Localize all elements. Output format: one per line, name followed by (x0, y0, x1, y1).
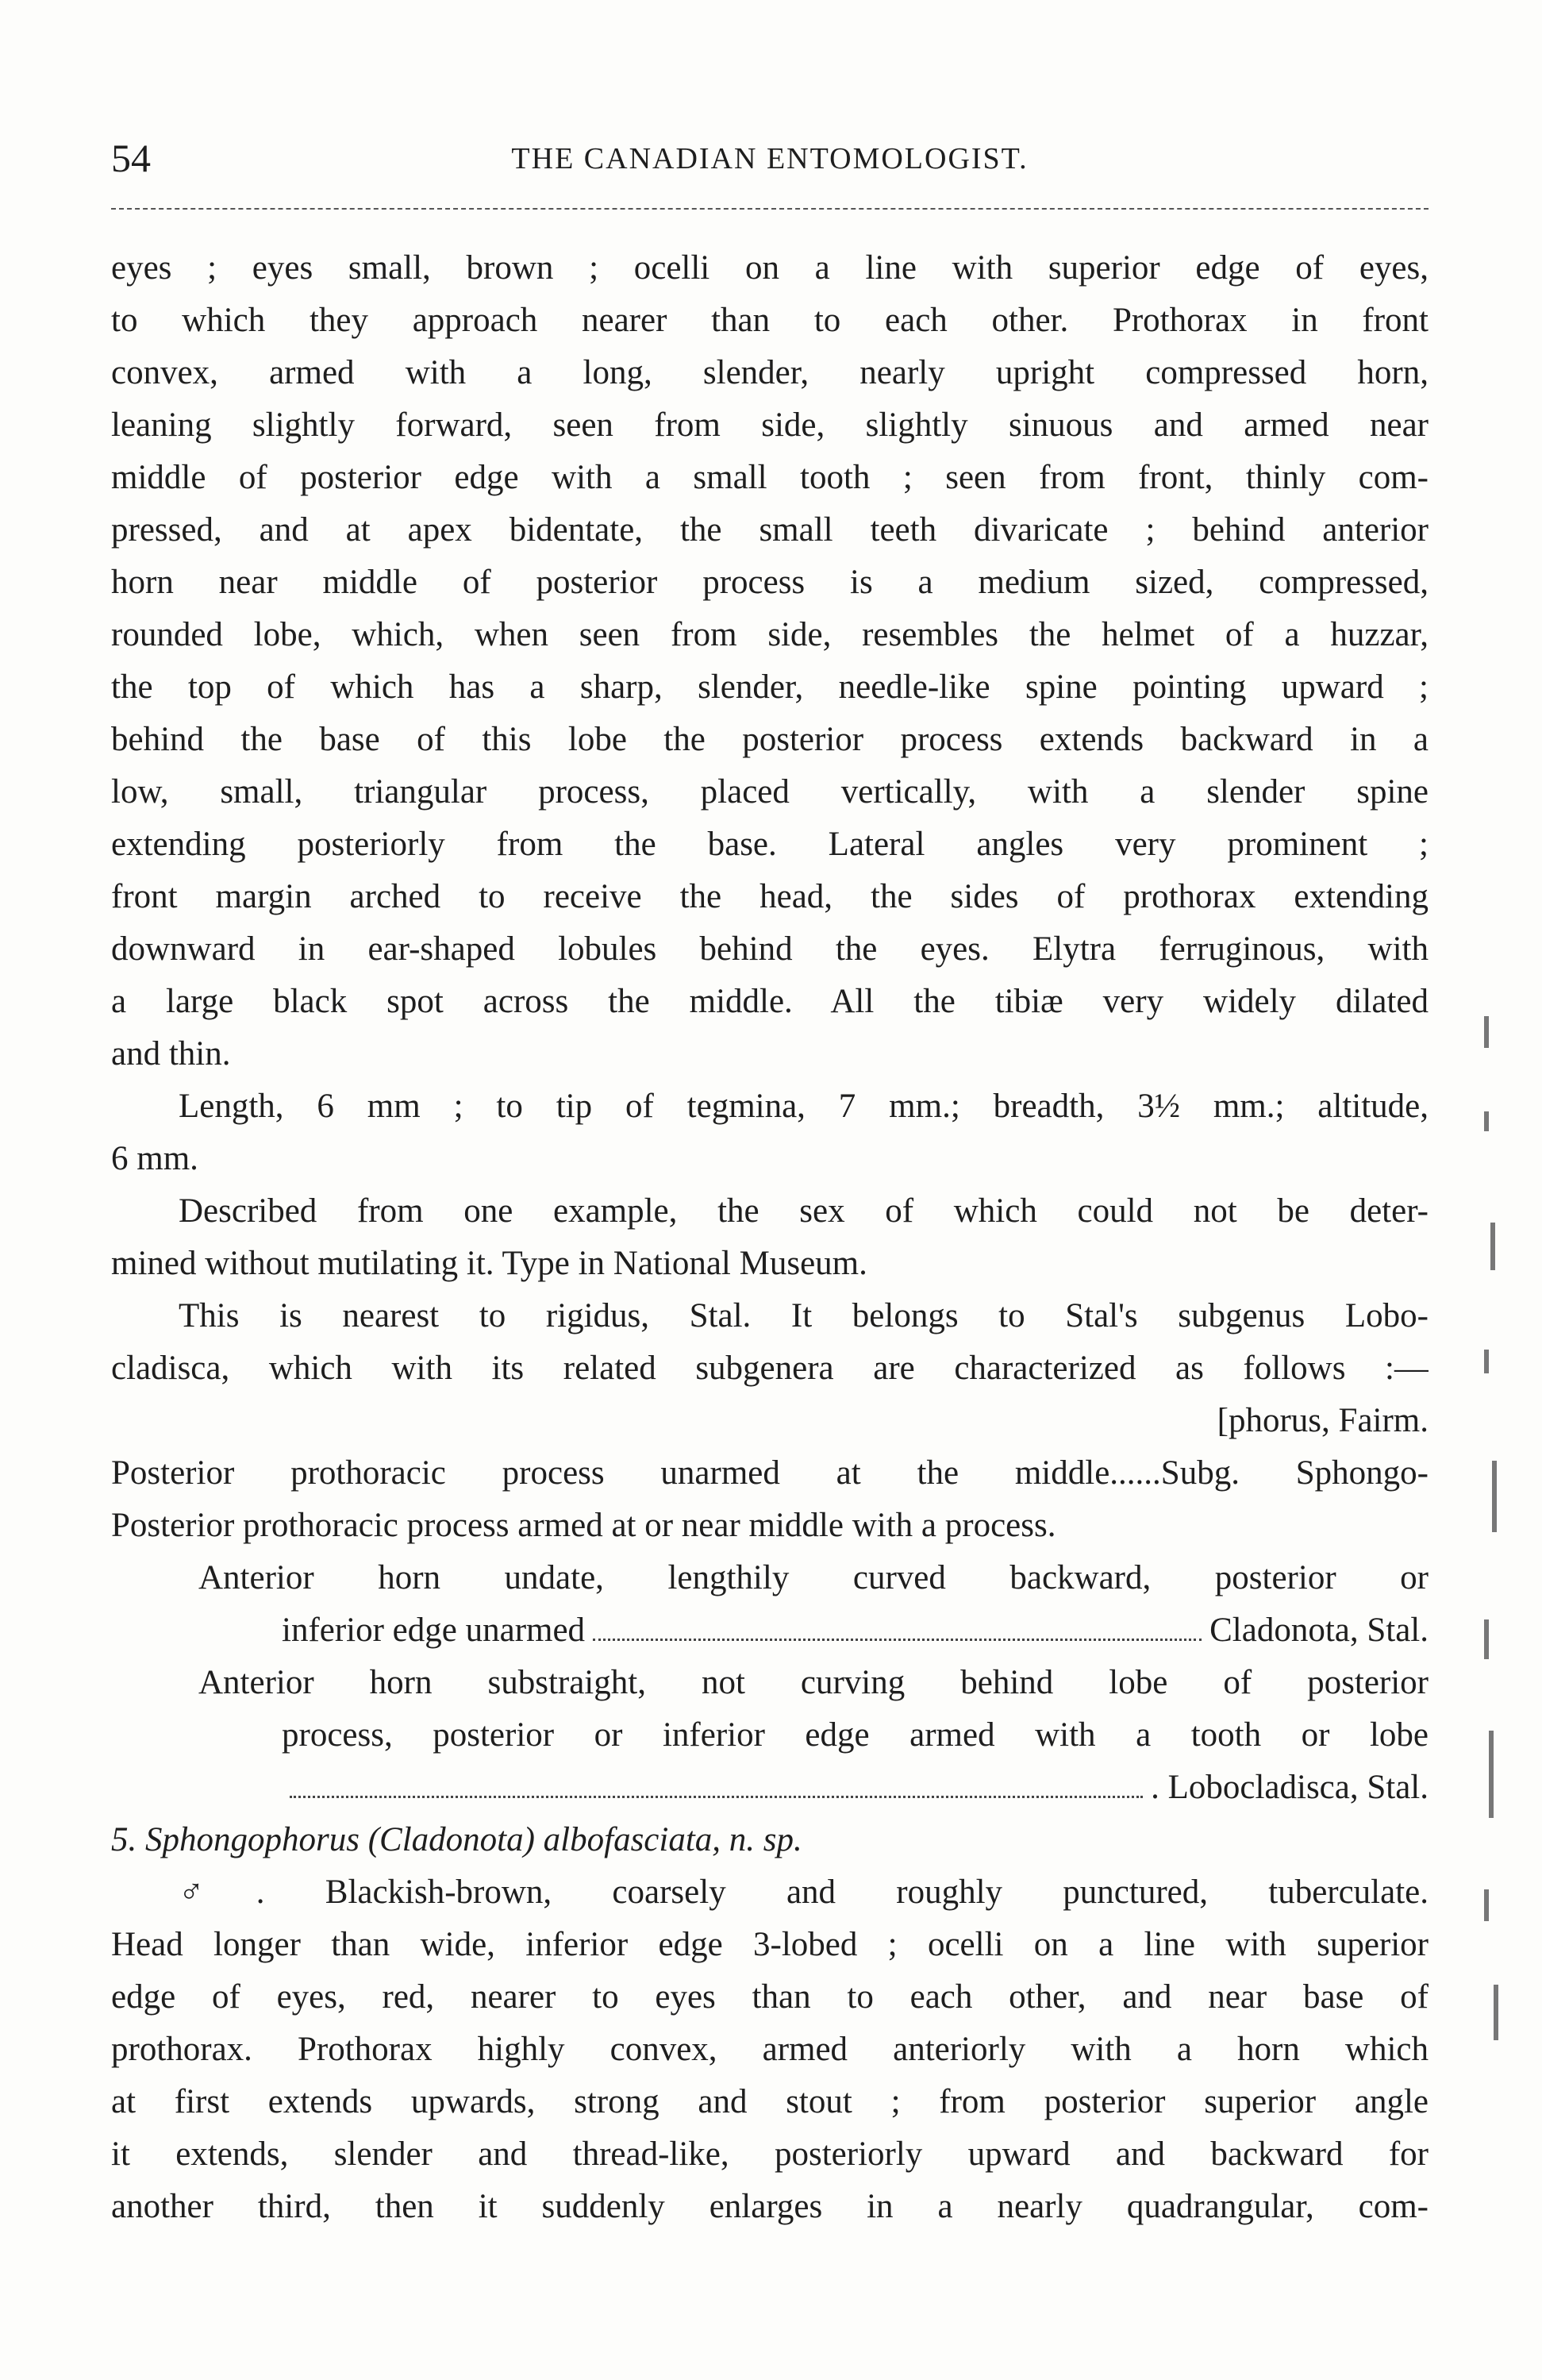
dot-leader (290, 1796, 1143, 1798)
text-line: another third, then it suddenly enlarges in a nearly quadrangular, com- (111, 2188, 1429, 2225)
text-line: convex, armed with a long, slender, nearly upright compressed horn, (111, 354, 1429, 391)
dot-leader (593, 1639, 1202, 1641)
text-line: front margin arched to receive the head, the sides of prothorax extending (111, 878, 1429, 915)
text-line: at first extends upwards, strong and stout ; from posterior superior angle (111, 2083, 1429, 2120)
text-line: extending posteriorly from the base. Lateral angles very prominent ; (111, 826, 1429, 863)
header-rule (111, 208, 1429, 210)
text-line: a large black spot across the middle. All the tibiæ very widely dilated (111, 983, 1429, 1020)
species-entry (111, 1814, 1429, 2233)
key-line: Anterior horn substraight, not curving behind lobe of posterior (198, 1664, 1429, 1701)
text-line: 6 mm. (111, 1140, 198, 1177)
key-line: Posterior prothoracic process unarmed at the middle......Subg. Sphongo- (111, 1454, 1429, 1492)
text-line: cladisca, which with its related subgenera are characterized as follows :— (111, 1350, 1429, 1387)
text-line: eyes ; eyes small, brown ; ocelli on a line with superior edge of eyes, (111, 249, 1429, 287)
text-line: the top of which has a sharp, slender, needle-like spine pointing upward ; (111, 668, 1429, 706)
taxon-name: Cladonota, Stal. (1209, 1612, 1429, 1649)
text-line: middle of posterior edge with a small tooth ; seen from front, thinly com- (111, 459, 1429, 496)
text-line: leaning slightly forward, seen from side, slightly sinuous and armed near (111, 406, 1429, 444)
text-line: mined without mutilating it. Type in National Museum. (111, 1245, 867, 1282)
page-header (111, 135, 1429, 191)
species-heading: 5. Sphongophorus (Cladonota) albofasciata, n. sp. (111, 1821, 802, 1858)
nearest-paragraph (111, 1290, 1429, 1395)
description-paragraph (111, 242, 1429, 1080)
key-line: process, posterior or inferior edge armed with a tooth or lobe (282, 1716, 1429, 1754)
key-bracket-line: [phorus, Fairm. (1217, 1402, 1429, 1439)
text-line: rounded lobe, which, when seen from side, resembles the helmet of a huzzar, (111, 616, 1429, 653)
text-line: Length, 6 mm ; to tip of tegmina, 7 mm.; breadth, 3½ mm.; altitude, (179, 1088, 1429, 1125)
text-line: ♂. Blackish-brown, coarsely and roughly punctured, tuberculate. (179, 1874, 1429, 1911)
text-line: Described from one example, the sex of which could not be deter- (179, 1192, 1429, 1230)
page-number: 54 (111, 136, 151, 180)
taxon-name: . Lobocladisca, Stal. (1151, 1769, 1429, 1806)
text-line: prothorax. Prothorax highly convex, armed anteriorly with a horn which (111, 2031, 1429, 2068)
text-line: behind the base of this lobe the posterior process extends backward in a (111, 721, 1429, 758)
key-line (111, 1604, 1429, 1657)
text-line: downward in ear-shaped lobules behind the eyes. Elytra ferruginous, with (111, 930, 1429, 968)
page-body (111, 242, 1429, 2233)
text-line: edge of eyes, red, nearer to eyes than to each other, and near base of (111, 1978, 1429, 2016)
key-line: Posterior prothoracic process armed at or near middle with a process. (111, 1507, 1056, 1544)
text-line: it extends, slender and thread-like, posteriorly upward and backward for (111, 2135, 1429, 2173)
text-line: Head longer than wide, inferior edge 3-lobed ; ocelli on a line with superior (111, 1926, 1429, 1963)
text-line: to which they approach nearer than to each other. Prothorax in front (111, 302, 1429, 339)
identification-key (111, 1395, 1429, 1814)
key-line (111, 1762, 1429, 1814)
scan-edge-artifacts (1484, 1016, 1508, 2048)
text-line: and thin. (111, 1035, 231, 1073)
text-line: horn near middle of posterior process is a medium sized, compressed, (111, 564, 1429, 601)
measurements-paragraph (111, 1080, 1429, 1185)
running-title: THE CANADIAN ENTOMOLOGIST. (511, 142, 1029, 175)
text-line: pressed, and at apex bidentate, the small teeth divaricate ; behind anterior (111, 511, 1429, 549)
text-line: This is nearest to rigidus, Stal. It belongs to Stal's subgenus Lobo- (179, 1297, 1429, 1334)
key-line: Anterior horn undate, lengthily curved backward, posterior or (198, 1559, 1429, 1596)
text-line: low, small, triangular process, placed vertically, with a slender spine (111, 773, 1429, 811)
described-paragraph (111, 1185, 1429, 1290)
key-line-text: inferior edge unarmed (282, 1612, 586, 1649)
